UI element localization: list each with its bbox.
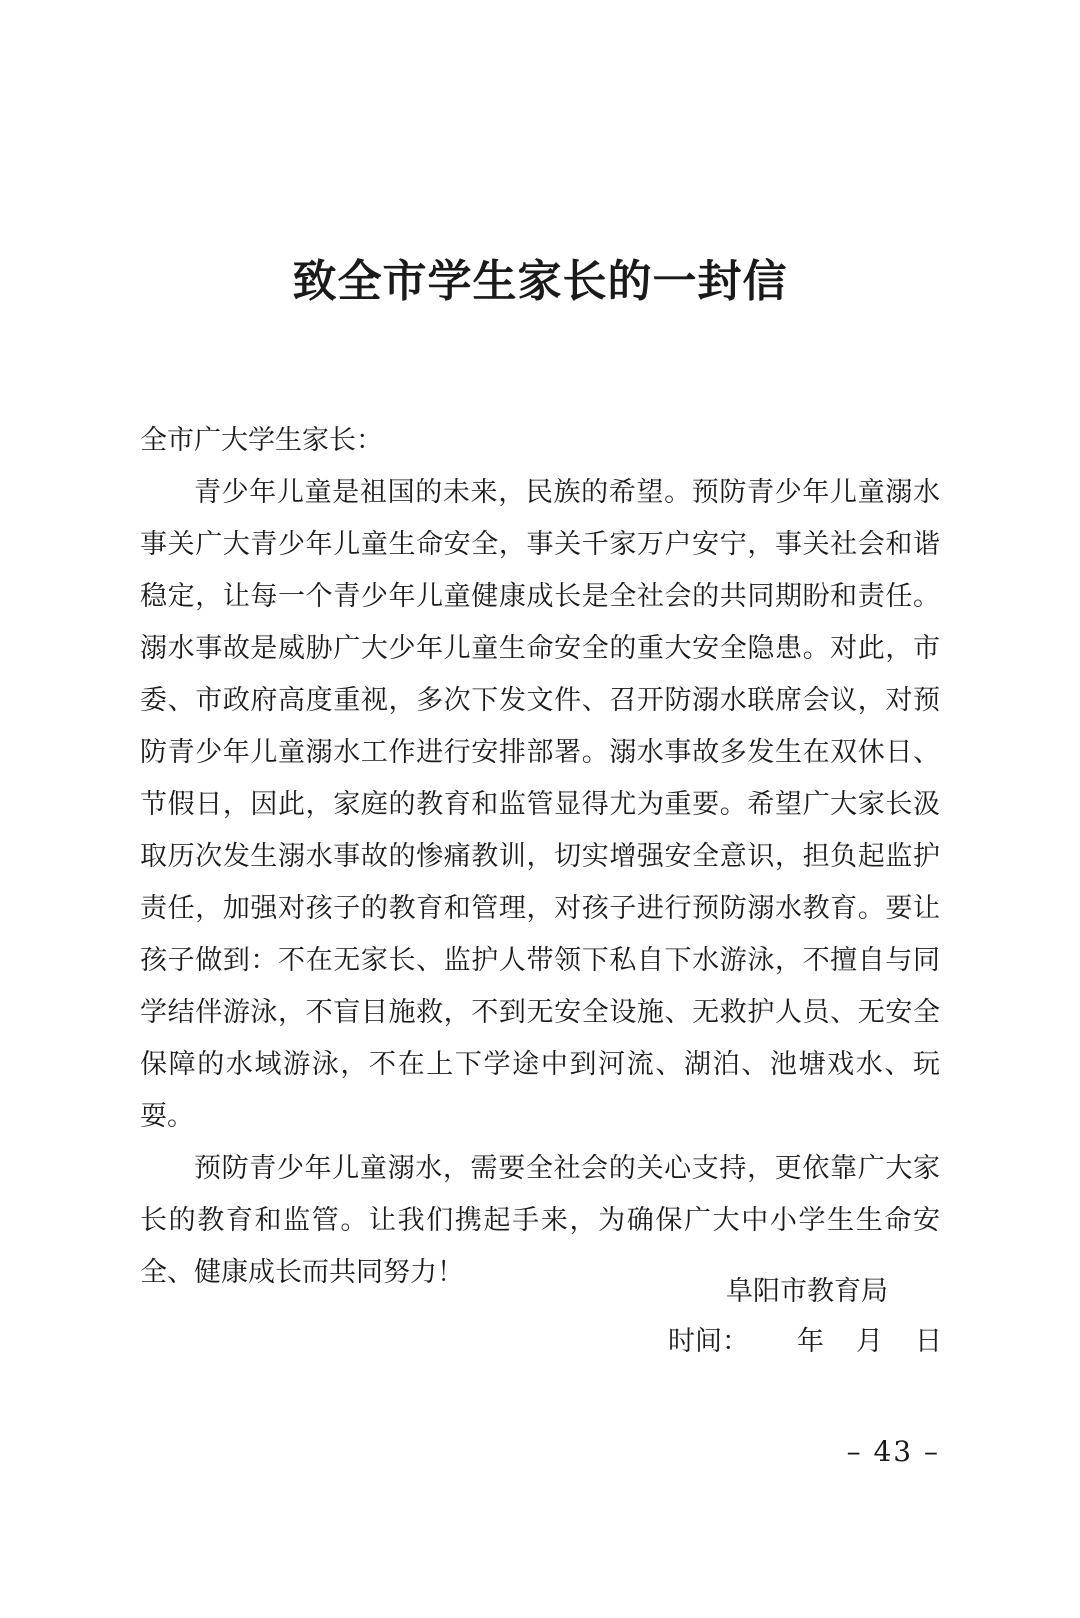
letter-paragraph-2: 预防青少年儿童溺水，需要全社会的关心支持，更依靠广大家长的教育和监管。让我们携起手来，为确保广大中小学生生命安全、健康成长而共同努力！: [140, 1153, 940, 1288]
date-month: 月: [856, 1326, 883, 1357]
date-day: 日: [915, 1326, 942, 1357]
letter-greeting: 全市广大学生家长：: [140, 425, 383, 456]
date-line: [668, 1320, 942, 1364]
letter-signature: 阜阳市教育局: [726, 1276, 888, 1307]
page-number: – 43 –: [846, 1435, 940, 1468]
date-year: 年: [797, 1326, 824, 1357]
date-label: 时间：: [668, 1326, 749, 1357]
letter-body: [140, 415, 940, 1299]
letter-paragraph-1: 青少年儿童是祖国的未来，民族的希望。预防青少年儿童溺水事关广大青少年儿童生命安全，事关千家万户安宁，事关社会和谐稳定，让每一个青少年儿童健康成长是全社会的共同期盼和责任。溺水事故是威胁广大少年儿童生命安全的重大安全隐患。对此，市委、市政府高度重视，多次下发文件、召开防溺水联席会议，对预防青少年儿童溺水工作进行安排部署。溺水事故多发生在双休日、节假日，因此，家庭的教育和监管显得尤为重要。希望广大家长汲取历次发生溺水事故的惨痛教训，切实增强安全意识，担负起监护责任，加强对孩子的教育和管理，对孩子进行预防溺水教育。要让孩子做到：不在无家长、监护人带领下私自下水游泳，不擅自与同学结伴游泳，不盲目施救，不到无安全设施、无救护人员、无安全保障的水域游泳，不在上下学途中到河流、湖泊、池塘戏水、玩耍。: [140, 477, 940, 1132]
document-title: 致全市学生家长的一封信: [292, 256, 788, 307]
